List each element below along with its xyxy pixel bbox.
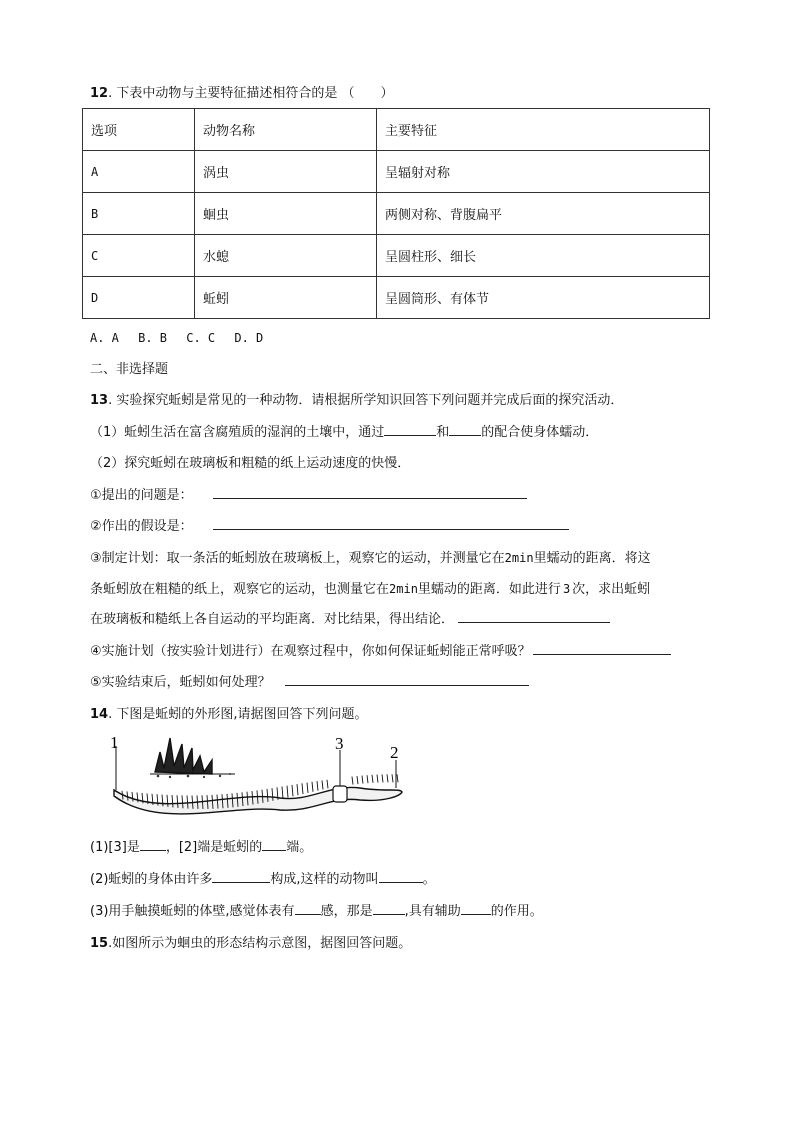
- answer-blank[interactable]: [449, 421, 481, 436]
- q13-part1-text: （1）蚯蚓生活在富含腐殖质的湿润的土壤中，通过: [90, 425, 385, 440]
- q13-step1-text: ①提出的问题是：: [90, 488, 193, 503]
- text: 。: [422, 872, 436, 887]
- answer-blank[interactable]: [262, 836, 286, 851]
- q13-part2: （2）探究蚯蚓在玻璃板和粗糙的纸上运动速度的快慢．: [90, 456, 411, 471]
- q14-part2: [90, 868, 436, 887]
- q14-part3: [90, 900, 543, 919]
- label-1: 1: [110, 733, 119, 752]
- body-segment: [387, 774, 388, 782]
- answer-blank[interactable]: [373, 900, 405, 915]
- text: ③制定计划：取一条活的蚯蚓放在玻璃板上，观察它的运动，并测量它在: [90, 551, 505, 566]
- q14-number: 14: [90, 707, 109, 722]
- body-segment: [382, 774, 383, 782]
- q13-part1: [90, 421, 598, 440]
- answer-blank[interactable]: [213, 484, 527, 499]
- table-header-row: [83, 109, 710, 151]
- q13-step3-line2: [90, 578, 650, 597]
- text: 条蚯蚓放在粗糙的纸上，观察它的运动，也测量它在: [90, 582, 390, 597]
- body-segment: [397, 774, 398, 782]
- header-animal: 动物名称: [195, 109, 377, 151]
- text: ④实施计划（按实验计划进行）在观察过程中，你如何保证蚯蚓能正常呼吸？: [90, 644, 531, 659]
- body-segment: [392, 774, 393, 782]
- header-option: 选项: [83, 109, 195, 151]
- body-segment: [327, 780, 328, 789]
- body-segment: [352, 777, 353, 785]
- body-segment: [367, 775, 368, 783]
- row-option: B: [83, 193, 195, 235]
- body-segment: [322, 780, 323, 789]
- answer-blank[interactable]: [533, 640, 671, 655]
- label-3: 3: [335, 734, 344, 753]
- body-segment: [362, 776, 363, 784]
- text: (2)蚯蚓的身体由许多: [90, 872, 213, 887]
- answer-blank[interactable]: [384, 421, 436, 436]
- table-row: [83, 277, 710, 319]
- q14-stem: [90, 703, 368, 722]
- label-2: 2: [390, 743, 399, 762]
- text: 次，求出蚯蚓: [572, 582, 651, 597]
- row-option: C: [83, 235, 195, 277]
- text: ⑤实验结束后，蚯蚓如何处理？: [90, 675, 271, 690]
- header-feature: 主要特征: [377, 109, 710, 151]
- row-option: A: [83, 151, 195, 193]
- answer-blank[interactable]: [461, 900, 491, 915]
- answer-blank[interactable]: [212, 868, 270, 883]
- text: ,具有辅助: [404, 904, 461, 919]
- text: 感，那是: [320, 904, 373, 919]
- answer-blank[interactable]: [285, 671, 529, 686]
- row-feature: 呈圆筒形、有体节: [377, 277, 710, 319]
- text: 构成,这样的动物叫: [270, 872, 379, 887]
- section-title: 二、非选择题: [90, 362, 169, 377]
- q15-text: .如图所示为蛔虫的形态结构示意图，据图回答问题。: [108, 936, 412, 951]
- earthworm-body: [114, 774, 402, 814]
- table-row: [83, 151, 710, 193]
- q13-number: 13: [90, 393, 109, 408]
- q13-step1: [90, 484, 527, 503]
- text-time: 2min: [389, 582, 418, 596]
- body-segment: [357, 776, 358, 784]
- q13-step3-line1: [90, 547, 651, 566]
- body-segment: [297, 784, 298, 795]
- q13-step2: [90, 515, 569, 534]
- q13-text: . 实验探究蚯蚓是常见的一种动物．请根据所学知识回答下列问题并完成后面的探究活动．: [108, 393, 624, 408]
- answer-blank[interactable]: [213, 515, 569, 530]
- grass-icon: [150, 738, 235, 778]
- q12-text: . 下表中动物与主要特征描述相符合的是 （ ）: [108, 86, 394, 101]
- q13-step3-line3: [90, 608, 610, 627]
- q12-stem: [90, 82, 394, 101]
- row-animal: 蚯蚓: [195, 277, 377, 319]
- text: 里蠕动的距离．如此进行: [417, 582, 561, 597]
- body-segment: [372, 775, 373, 783]
- row-animal: 蛔虫: [195, 193, 377, 235]
- text: 在玻璃板和糙纸上各自运动的平均距离．对比结果，得出结论．: [90, 612, 455, 627]
- table-row: [83, 235, 710, 277]
- text: (3)用手触摸蚯蚓的体壁,感觉体表有: [90, 904, 295, 919]
- table-row: [83, 193, 710, 235]
- q13-stem: [90, 389, 623, 408]
- body-segment: [302, 783, 303, 794]
- row-animal: 涡虫: [195, 151, 377, 193]
- q15-stem: [90, 932, 411, 951]
- text: 端。: [286, 840, 313, 855]
- answer-blank[interactable]: [140, 836, 166, 851]
- q14-part1: [90, 836, 312, 855]
- row-feature: 呈辐射对称: [377, 151, 710, 193]
- row-option: D: [83, 277, 195, 319]
- body-segment: [317, 781, 318, 791]
- body-segment: [307, 783, 308, 793]
- text: 的作用。: [490, 904, 543, 919]
- q13-step2-text: ②作出的假设是：: [90, 519, 193, 534]
- text: 里蠕动的距离．将这: [533, 551, 651, 566]
- q12-table: [82, 108, 710, 319]
- row-animal: 水螅: [195, 235, 377, 277]
- q13-part1-end: 的配合使身体蠕动．: [481, 425, 599, 440]
- body-segment: [312, 782, 313, 792]
- q13-step5: [90, 671, 529, 690]
- body-segment: [282, 787, 283, 799]
- q13-step4: [90, 640, 671, 659]
- row-feature: 呈圆柱形、细长: [377, 235, 710, 277]
- q12-options: A. A B. B C. C D. D: [90, 331, 264, 345]
- answer-blank[interactable]: [458, 608, 610, 623]
- clitellum: [333, 786, 347, 802]
- earthworm-figure: [100, 730, 420, 830]
- answer-blank[interactable]: [379, 868, 423, 883]
- q14-text: . 下图是蚯蚓的外形图,请据图回答下列问题。: [108, 707, 368, 722]
- text: ，[2]端是蚯蚓的: [165, 840, 263, 855]
- body-segment: [287, 786, 288, 798]
- q15-number: 15: [90, 936, 109, 951]
- text: (1)[3]是: [90, 840, 140, 855]
- q13-part1-and: 和: [436, 425, 450, 440]
- body-segment: [292, 785, 293, 796]
- row-feature: 两侧对称、背腹扁平: [377, 193, 710, 235]
- q12-number: 12: [90, 86, 109, 101]
- text-time: 2min: [504, 551, 534, 565]
- answer-blank[interactable]: [295, 900, 321, 915]
- body-segment: [377, 775, 378, 783]
- text-count: 3: [562, 582, 571, 596]
